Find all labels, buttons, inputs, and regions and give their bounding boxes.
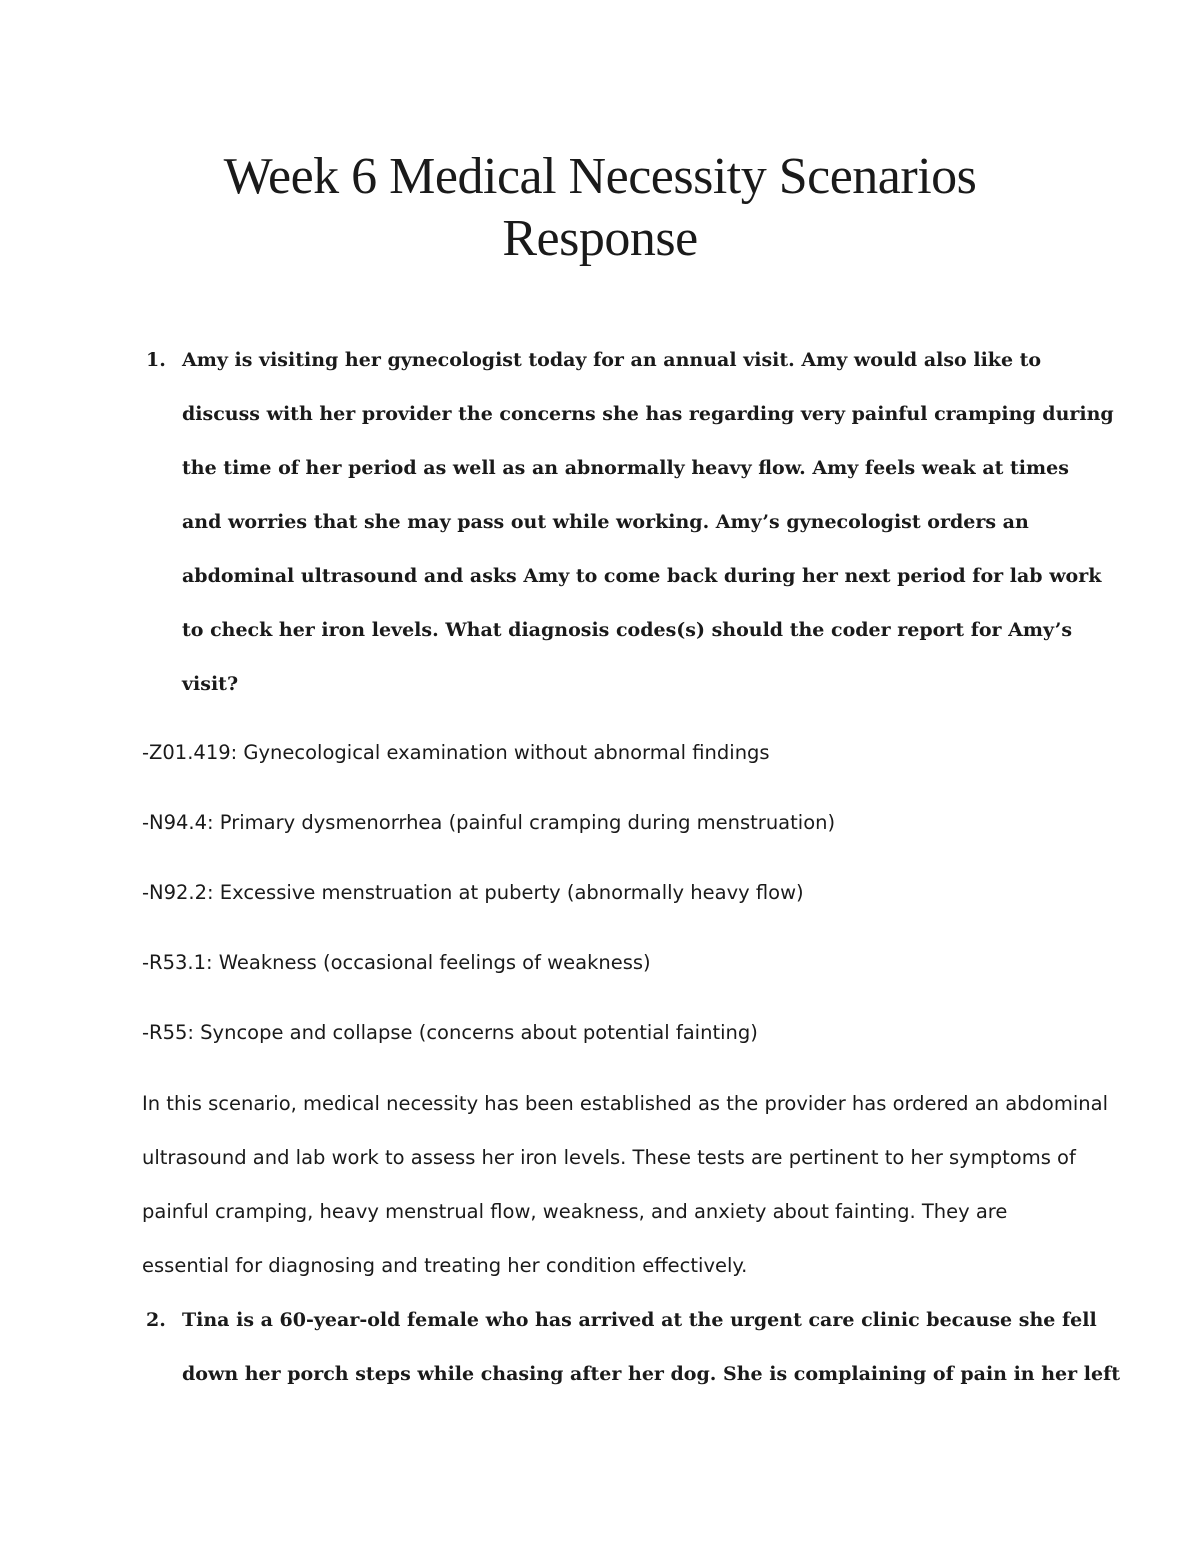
question-line: Tina is a 60-year-old female who has arrived at the urgent care clinic because she fell (182, 1309, 1097, 1331)
question-line: discuss with her provider the concerns she has regarding very painful cramping during (182, 403, 1114, 425)
paragraph-line: ultrasound and lab work to assess her iron levels. These tests are pertinent to her symptoms of (142, 1146, 1076, 1169)
diagnosis-code: -N94.4: Primary dysmenorrhea (painful cramping during menstruation) (142, 811, 836, 834)
question-number: 2. (146, 1309, 166, 1331)
paragraph-line: essential for diagnosing and treating her condition effectively. (142, 1254, 748, 1277)
paragraph-line: In this scenario, medical necessity has been established as the provider has ordered an abdominal (142, 1092, 1109, 1115)
question-line: abdominal ultrasound and asks Amy to come back during her next period for lab work (182, 565, 1102, 587)
diagnosis-code: -Z01.419: Gynecological examination without abnormal findings (142, 741, 770, 764)
title-line: Response (502, 210, 698, 267)
diagnosis-code: -N92.2: Excessive menstruation at puberty (abnormally heavy flow) (142, 881, 804, 904)
diagnosis-code: -R53.1: Weakness (occasional feelings of weakness) (142, 951, 651, 974)
page-title (100, 146, 1100, 270)
question-line: Amy is visiting her gynecologist today for an annual visit. Amy would also like to (182, 349, 1042, 371)
paragraph-line: painful cramping, heavy menstrual flow, weakness, and anxiety about fainting. They are (142, 1200, 1008, 1223)
question-line: visit? (182, 673, 239, 695)
question-line: and worries that she may pass out while working. Amy’s gynecologist orders an (182, 511, 1029, 533)
question-text (182, 333, 1114, 711)
question-line: the time of her period as well as an abnormally heavy flow. Amy feels weak at times (182, 457, 1069, 479)
diagnosis-code: -R55: Syncope and collapse (concerns about potential fainting) (142, 1021, 758, 1044)
explanation-paragraph (142, 1077, 1109, 1293)
question-line: to check her iron levels. What diagnosis codes(s) should the coder report for Amy’s (182, 619, 1073, 641)
title-line: Week 6 Medical Necessity Scenarios (223, 148, 977, 205)
question-text (182, 1293, 1121, 1401)
question-number: 1. (146, 349, 166, 371)
question-line: down her porch steps while chasing after her dog. She is complaining of pain in her left (182, 1363, 1121, 1385)
